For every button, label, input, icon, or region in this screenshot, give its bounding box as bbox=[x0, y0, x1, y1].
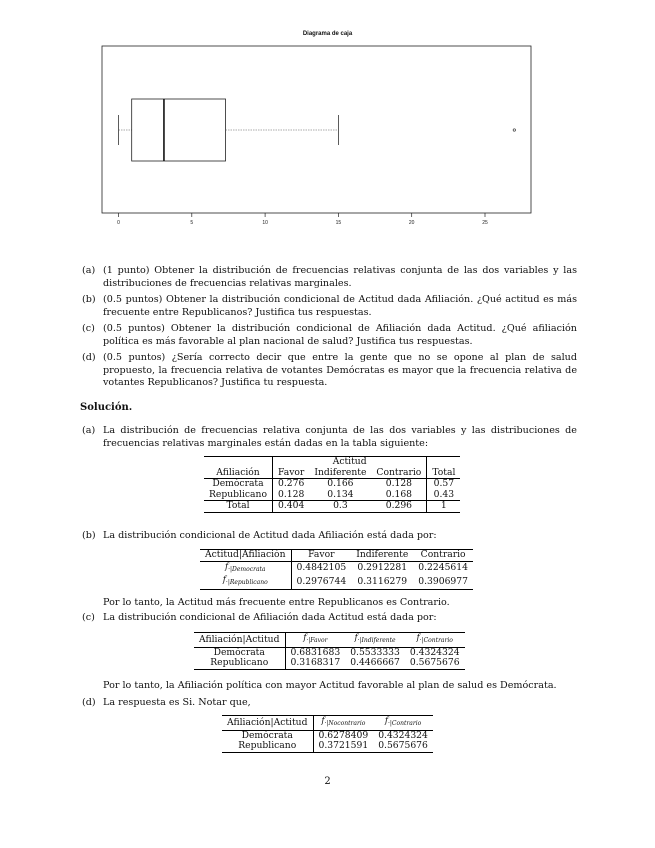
x-tick-label: 20 bbox=[408, 220, 415, 226]
cell: 0.276 bbox=[278, 478, 305, 489]
solution-b-conclusion: Por lo tanto, la Actitud más frecuente entre Republicanos es Contrario. bbox=[103, 597, 450, 608]
cell: 0.6278409 bbox=[318, 729, 369, 741]
col-header: Indiferente bbox=[356, 549, 409, 560]
page-number: 2 bbox=[324, 776, 331, 787]
col-header: $f_{\cdot|Nocontrario}$ bbox=[321, 716, 366, 727]
question-label: (b) bbox=[82, 294, 96, 305]
solution-text: La distribución condicional de Actitud dada Afiliación está dada por: bbox=[103, 530, 437, 541]
cell: 0.3168317 bbox=[290, 657, 341, 668]
actitud-given-afiliacion-table bbox=[200, 549, 473, 590]
table-row bbox=[200, 575, 473, 589]
question-d bbox=[82, 352, 577, 390]
chart-title: Diagrama de caja bbox=[302, 31, 353, 37]
cell: 0.3116279 bbox=[357, 575, 408, 587]
question-b bbox=[82, 294, 577, 319]
col-header: $f_{\cdot|Contrario}$ bbox=[416, 633, 453, 644]
x-tick-label: 25 bbox=[482, 220, 488, 226]
col-header: Favor bbox=[277, 466, 305, 478]
question-text: (1 punto) Obtener la distribución de frecuencias relativas conjunta de las dos variables y las distribuciones de frecuencias relativas marginales. bbox=[103, 265, 577, 289]
solution-b bbox=[82, 530, 577, 543]
cell: 0.296 bbox=[371, 501, 426, 513]
x-tick-label: 10 bbox=[262, 220, 268, 226]
cell: 0.128 bbox=[371, 479, 426, 490]
question-label: (d) bbox=[82, 352, 96, 363]
table-row bbox=[194, 658, 465, 669]
plot-frame bbox=[102, 46, 531, 213]
col-header: Contrario bbox=[420, 549, 466, 560]
solution-a bbox=[82, 425, 577, 450]
solution-c-conclusion: Por lo tanto, la Afiliación política con mayor Actitud favorable al plan de salud es Demócrata. bbox=[103, 680, 557, 691]
row-label: Republicano bbox=[204, 490, 272, 501]
solution-label: (a) bbox=[82, 425, 96, 436]
question-label: (c) bbox=[82, 323, 95, 334]
table-row bbox=[204, 501, 460, 513]
question-text: (0.5 puntos) ¿Sería correcto decir que entre la gente que no se opone al plan de salud propuesto, la frecuencia relativa de votantes Demócratas es mayor que la frecuencia relativa de votantes Republicanos? Justifica tu respuesta. bbox=[103, 352, 577, 389]
cell: 0.4842105 bbox=[296, 562, 347, 573]
row-label: Republicano bbox=[194, 658, 285, 669]
cell: 0.404 bbox=[278, 500, 305, 511]
solution-c bbox=[82, 612, 577, 625]
solution-d bbox=[82, 697, 577, 710]
cell: 0.5675676 bbox=[409, 657, 460, 668]
solution-text: La distribución de frecuencias relativa conjunta de las dos variables y las distribuciones de frecuencias relativas marginales están dadas en la tabla siguiente: bbox=[103, 425, 577, 449]
cell: 0.3721591 bbox=[318, 740, 369, 751]
col-header: $f_{\cdot|Favor}$ bbox=[303, 633, 328, 644]
afiliacion-given-actitud-table bbox=[194, 632, 465, 670]
row-label: $f_{\cdot|Republicano}$ bbox=[200, 575, 291, 589]
nocontrario-table bbox=[222, 715, 433, 753]
group-header: Actitud bbox=[272, 457, 426, 468]
solution-label: (b) bbox=[82, 530, 96, 541]
row-label: $f_{\cdot|Democrata}$ bbox=[200, 561, 291, 575]
row-label: Total bbox=[204, 501, 272, 513]
col-header: Favor bbox=[308, 549, 335, 560]
col-header: Total bbox=[432, 466, 456, 478]
cell: 0.4466667 bbox=[350, 657, 400, 668]
question-c bbox=[82, 323, 577, 348]
cell: 0.5533333 bbox=[350, 646, 400, 658]
col-header: Indiferente bbox=[314, 466, 367, 478]
cell: 1 bbox=[440, 500, 447, 511]
cell: 0.6831683 bbox=[290, 646, 341, 658]
x-tick-label: 5 bbox=[190, 220, 194, 226]
cell: 0.57 bbox=[433, 478, 455, 489]
solution-text: La distribución condicional de Afiliación dada Actitud está dada por: bbox=[103, 612, 437, 623]
cell: 0.4324324 bbox=[409, 646, 460, 658]
cell: 0.4324324 bbox=[378, 729, 428, 741]
cell: 0.166 bbox=[327, 478, 354, 489]
col-header: Afiliación|Actitud bbox=[194, 633, 285, 648]
cell: 0.43 bbox=[433, 488, 455, 500]
cell: 0.3 bbox=[333, 500, 348, 511]
row-label: Demócrata bbox=[222, 730, 313, 741]
box-plot bbox=[0, 0, 655, 240]
cell: 0.168 bbox=[371, 490, 426, 501]
outlier-point bbox=[513, 129, 515, 131]
col-header: $f_{\cdot|Indiferente}$ bbox=[354, 633, 396, 644]
table-row bbox=[204, 490, 460, 501]
table-row bbox=[222, 741, 433, 752]
x-tick-label: 15 bbox=[335, 220, 342, 226]
cell: 0.2245614 bbox=[418, 562, 468, 573]
joint-frequency-table bbox=[204, 456, 460, 513]
table-row bbox=[200, 561, 473, 575]
solution-heading: Solución. bbox=[80, 402, 133, 413]
col-header: $f_{\cdot|Contrario}$ bbox=[384, 716, 422, 727]
x-tick-label: 0 bbox=[117, 220, 120, 226]
solution-text: La respuesta es Si. Notar que, bbox=[103, 697, 251, 708]
question-text: (0.5 puntos) Obtener la distribución condicional de Actitud dada Afiliación. ¿Qué actitud es más frecuente entre Republicanos? Justifica tus respuestas. bbox=[103, 294, 577, 318]
table-row bbox=[204, 479, 460, 490]
solution-label: (c) bbox=[82, 612, 95, 623]
col-header: Contrario bbox=[371, 468, 426, 479]
question-label: (a) bbox=[82, 265, 96, 276]
row-label: Demócrata bbox=[194, 647, 285, 658]
col-header: Actitud|Afiliación bbox=[200, 550, 291, 562]
col-header: Afiliación|Actitud bbox=[222, 716, 313, 731]
cell: 0.3906977 bbox=[418, 575, 468, 587]
box bbox=[132, 99, 226, 161]
cell: 0.128 bbox=[278, 488, 305, 500]
cell: 0.134 bbox=[327, 488, 354, 500]
col-header: Afiliación bbox=[204, 468, 272, 479]
cell: 0.2912281 bbox=[357, 562, 408, 573]
row-label: Republicano bbox=[222, 741, 313, 752]
cell: 0.5675676 bbox=[378, 740, 428, 751]
solution-label: (d) bbox=[82, 697, 96, 708]
question-text: (0.5 puntos) Obtener la distribución condicional de Afiliación dada Actitud. ¿Qué afiliación política es más favorable al plan nacional de salud? Justifica tus respuestas. bbox=[103, 323, 577, 347]
cell: 0.2976744 bbox=[296, 575, 347, 587]
row-label: Demócrata bbox=[204, 479, 272, 490]
question-a bbox=[82, 265, 577, 290]
